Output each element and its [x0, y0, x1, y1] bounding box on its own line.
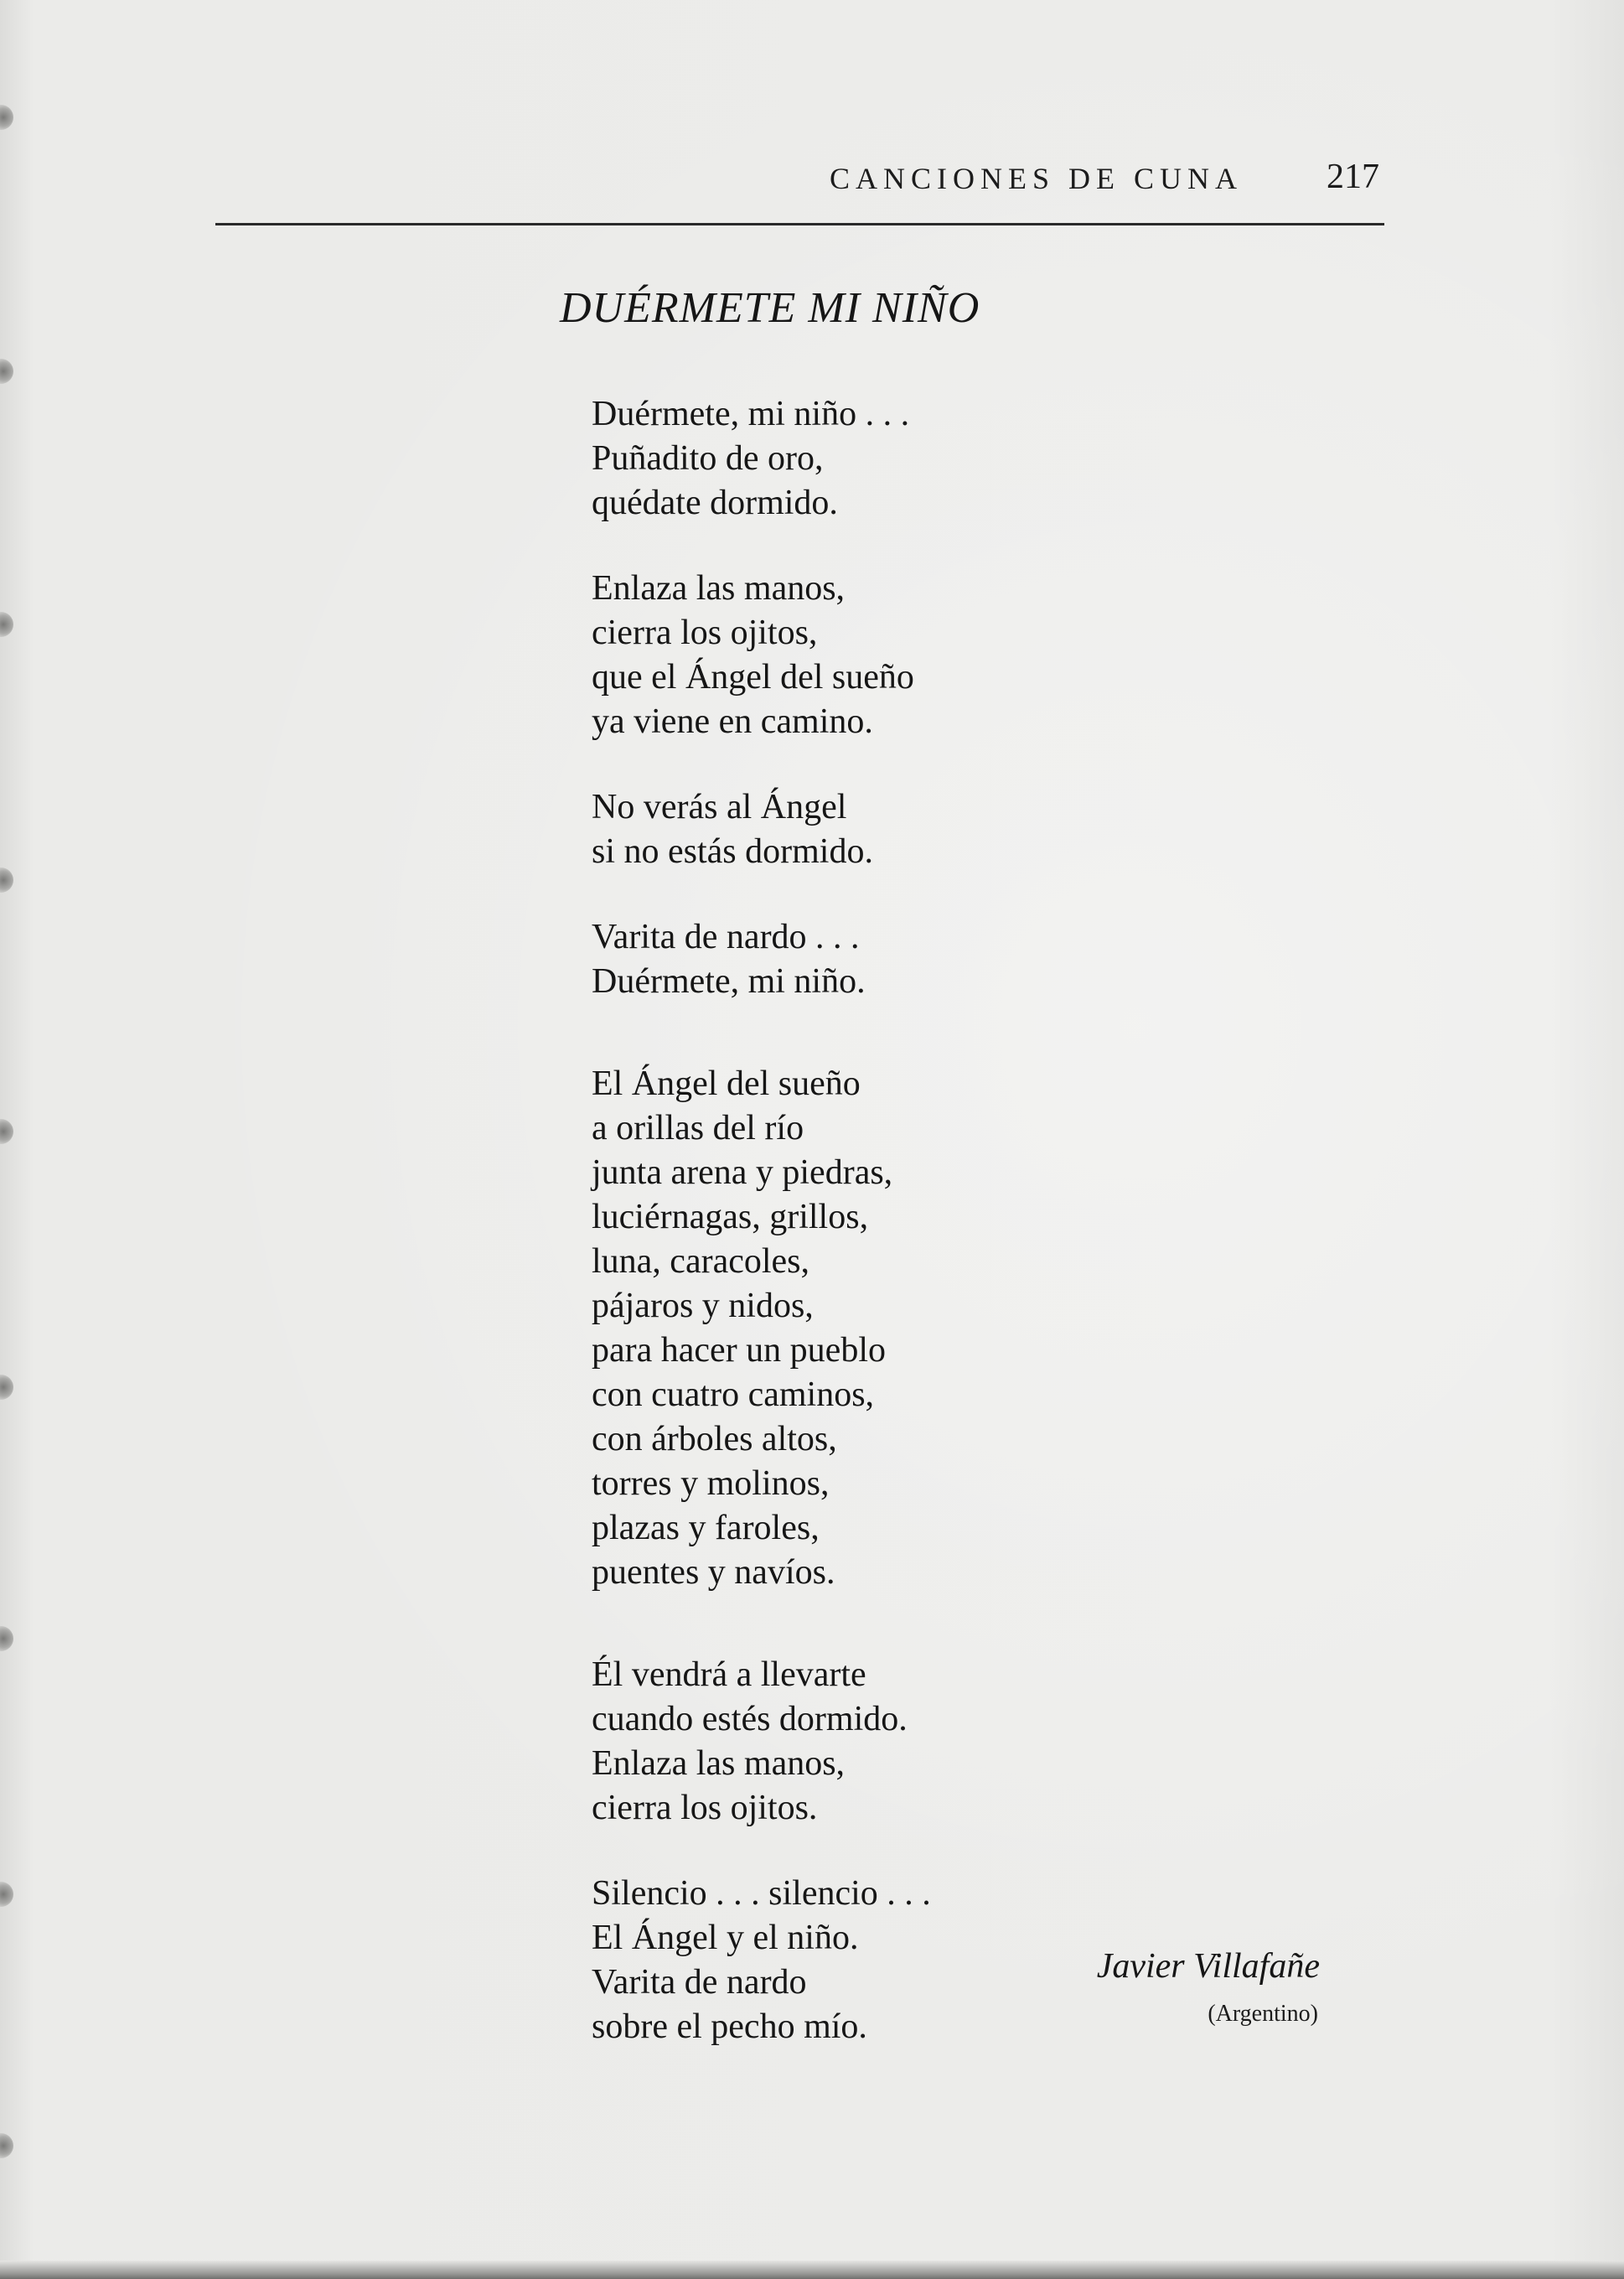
- poem-line: Duérmete, mi niño . . .: [592, 395, 910, 433]
- binder-hole: [0, 105, 13, 130]
- page-bottom-edge: [0, 2261, 1624, 2279]
- stanza: [592, 392, 1346, 526]
- binder-hole: [0, 359, 13, 384]
- poem-line: Él vendrá a llevarte: [592, 1655, 866, 1694]
- poem-line: Varita de nardo . . .: [592, 918, 860, 956]
- poem-line: luna, caracoles,: [592, 1242, 810, 1281]
- poem-line: que el Ángel del sueño: [592, 658, 914, 697]
- binder-hole: [0, 1375, 13, 1400]
- poem-line: cierra los ojitos.: [592, 1789, 818, 1827]
- poem-line: El Ángel del sueño: [592, 1064, 861, 1103]
- poem-line: ya viene en camino.: [592, 702, 873, 741]
- poem-line: pájaros y nidos,: [592, 1287, 814, 1325]
- page-number: 217: [1327, 158, 1379, 196]
- poem-line: a orillas del río: [592, 1109, 804, 1147]
- stanza: [592, 1062, 1346, 1595]
- poem-line: luciérnagas, grillos,: [592, 1198, 869, 1236]
- poem-line: torres y molinos,: [592, 1464, 830, 1503]
- stanza: [592, 915, 1346, 1004]
- poem-line: sobre el pecho mío.: [592, 2007, 867, 2046]
- stanza: [592, 1653, 1346, 1831]
- poem-line: puentes y navíos.: [592, 1553, 835, 1592]
- poem-line: Varita de nardo: [592, 1963, 807, 2002]
- stanza: [592, 785, 1346, 874]
- poem-line: Puñadito de oro,: [592, 439, 824, 478]
- poem-line: si no estás dormido.: [592, 832, 873, 871]
- poem-line: Duérmete, mi niño.: [592, 962, 866, 1001]
- binder-hole: [0, 1626, 13, 1651]
- poem-line: con árboles altos,: [592, 1420, 837, 1458]
- poem-title: DUÉRMETE MI NIÑO: [560, 284, 980, 332]
- binder-hole: [0, 1882, 13, 1907]
- author-nationality: (Argentino): [1208, 2001, 1318, 2027]
- poem-line: con cuatro caminos,: [592, 1375, 875, 1414]
- poem-line: Silencio . . . silencio . . .: [592, 1874, 931, 1913]
- poem-author: Javier Villafañe: [1096, 1947, 1320, 1986]
- running-head: CANCIONES DE CUNA: [830, 162, 1244, 195]
- poem-line: cierra los ojitos,: [592, 614, 818, 652]
- binder-hole: [0, 1119, 13, 1144]
- poem-line: junta arena y piedras,: [592, 1153, 893, 1192]
- binder-hole: [0, 612, 13, 637]
- stanza: [592, 567, 1346, 744]
- binder-hole: [0, 868, 13, 893]
- poem-line: El Ángel y el niño.: [592, 1919, 859, 1957]
- poem-line: Enlaza las manos,: [592, 1744, 846, 1783]
- poem-line: Enlaza las manos,: [592, 569, 846, 608]
- poem-line: quédate dormido.: [592, 484, 838, 522]
- binder-hole: [0, 2133, 13, 2158]
- poem-line: plazas y faroles,: [592, 1509, 820, 1547]
- poem-body: [592, 392, 1346, 2049]
- header-rule: [215, 223, 1384, 225]
- poem-line: No verás al Ángel: [592, 788, 847, 826]
- poem-line: cuando estés dormido.: [592, 1700, 908, 1738]
- poem-line: para hacer un pueblo: [592, 1331, 886, 1370]
